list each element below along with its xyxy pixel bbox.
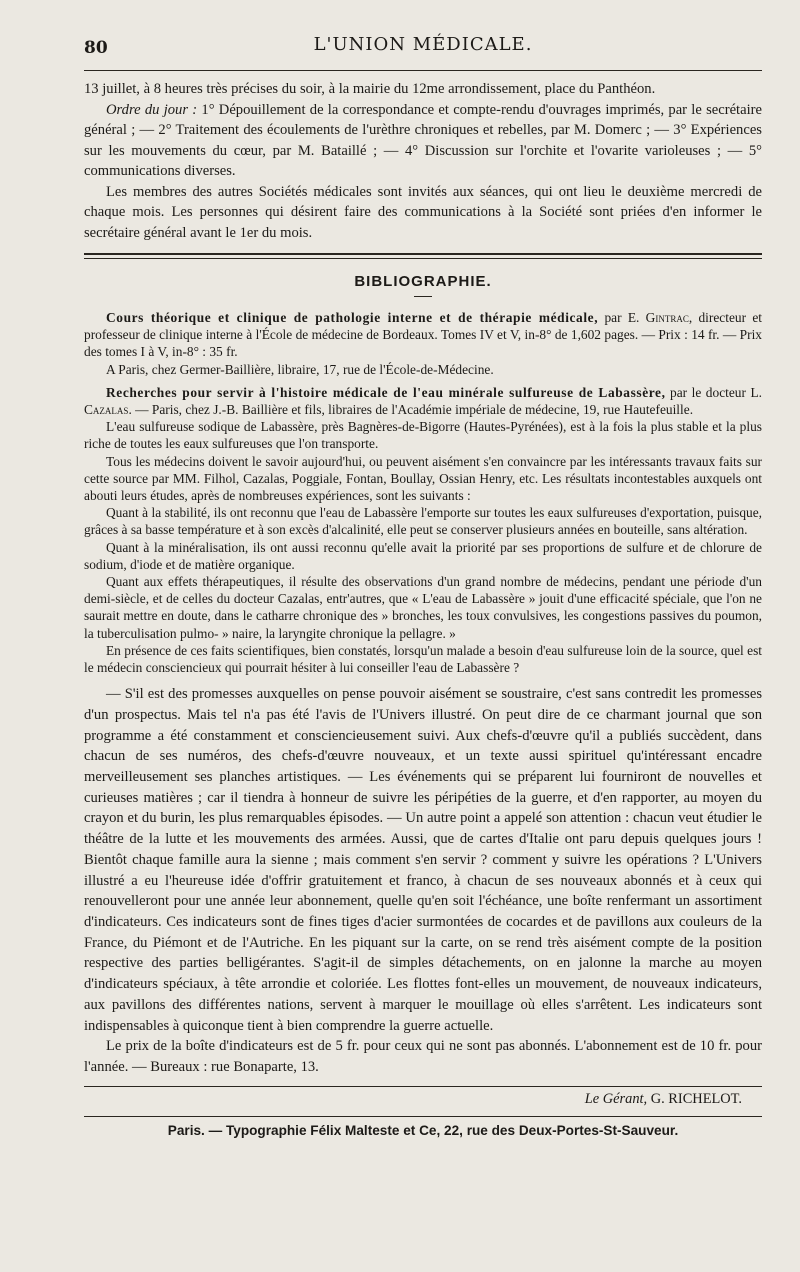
entry-title: Cours théorique et clinique de pathologie interne et de thérapie médicale,: [106, 310, 599, 325]
footer-rule: [84, 1116, 762, 1117]
entry-paragraph: En présence de ces faits scientifiques, bien constatés, lorsqu'un malade a besoin d'eau sulfureuse loin de la source, quel est le médecin consciencieux qui pourrait hésiter à lui conseiller l'eau de Labassère ?: [84, 642, 762, 676]
entry-author: Cazalas: [84, 402, 129, 418]
entry-publisher: A Paris, chez Germer-Baillière, libraire, 17, rue de l'École-de-Médecine.: [106, 361, 494, 377]
section-divider: [84, 253, 762, 259]
bibliography-entry: [84, 384, 762, 676]
page-number: 80: [84, 38, 108, 58]
bibliography-section: [84, 309, 762, 676]
entry-paragraph: Tous les médecins doivent le savoir aujourd'hui, ou peuvent aisément s'en convaincre par les intéressants travaux faits sur cette source par MM. Filhol, Cazalas, Poggiale, Fontan, Boullay, Ossian Henry, etc. Les résultats incontestables auxquels ont abouti leurs études, après de nombreuses expériences, sont les suivants :: [84, 453, 762, 504]
entry-citation: Recherches pour servir à l'histoire médicale de l'eau minérale sulfureuse de Labassère, par le docteur L. Cazalas. — Paris, chez J.-B. Baillière et fils, libraires de l'Académie impériale de médecine, 19, rue Hautefeuille.: [84, 384, 762, 418]
bibliography-entry: [84, 309, 762, 378]
notice-paragraph: 13 juillet, à 8 heures très précises du soir, à la mairie du 12me arrondissement, place du Panthéon.: [84, 81, 656, 97]
entry-title: Recherches pour servir à l'histoire médicale de l'eau minérale sulfureuse de Labassère,: [106, 384, 666, 400]
entry-author: Gintrac: [645, 310, 689, 325]
entry-paragraph: L'eau sulfureuse sodique de Labassère, près Bagnères-de-Bigorre (Hautes-Pyrénées), est à la fois la plus stable et la plus riche de toutes les eaux sulfureuses que l'on transporte.: [84, 419, 762, 452]
page-header: [84, 26, 762, 66]
entry-paragraph: Quant aux effets thérapeutiques, il résulte des observations d'un grand nombre de médecins, pendant une période d'un demi-siècle, et de celles du docteur Cazalas, entr'autres, que « L'eau de Labassère » jouit d'une efficacité spéciale, que l'on ne saurait mettre en doute, dans le catharre chronique des » bronches, les toux convulsives, les congestions passives du poumon, la tuberculisation pulmo- » naire, la laryngite chronique la pellagre. »: [84, 574, 762, 641]
society-notice: [84, 79, 762, 243]
article-paragraph: Le prix de la boîte d'indicateurs est de 5 fr. pour ceux qui ne sont pas abonnés. L'abonnement est de 10 fr. pour l'année. — Bureaux : rue Bonaparte, 13.: [84, 1038, 762, 1075]
entry-citation: Cours théorique et clinique de pathologie interne et de thérapie médicale, par E. Gintrac, directeur et professeur de clinique interne à l'École de médecine de Bordeaux. Tomes IV et V, in-8° de 1,602 pages. — Prix : 14 fr. — Prix des tomes I à V, in-8° : 35 fr.: [84, 310, 762, 360]
article-paragraph: — S'il est des promesses auxquelles on pense pouvoir aisément se soustraire, c'est sans contredit les promesses d'un prospectus. Mais tel n'a pas été l'avis de l'Univers illustré. On peut dire de ce charmant journal que son programme a été constamment et consciencieusement suivi. Aux chefs-d'œuvre qu'il a publiés succèdent, dans chacun de ses numéros, des chefs-d'œuvre nouveaux, et un texte aussi spirituel qu'intéressant encadre merveilleusement ses planches artistiques. — Les événements qui se préparent lui fourniront de nouvelles et curieuses matières ; car il tiendra à honneur de suivre les péripéties de la guerre, et d'en rapporter, au moyen du crayon et du burin, les plus remarquables épisodes. — Un autre point a appelé son attention : chacun veut étudier le théâtre de la lutte et les mouvements des armées. Aussi, que de cartes d'Italie ont paru depuis quelques jours ! Bientôt chaque famille aura la sienne ; mais comment s'en servir ? comment y suivre les opérations ? L'Univers illustré a eu l'heureuse idée d'offrir gratuitement et franco, à chacun de ses nouveaux abonnés et à ceux qui renouvelleront pour une année leur abonnement, quelle qu'en soit l'échéance, une boîte renfermant un assortiment d'indicateurs. Ces indicateurs sont de fines tiges d'acier surmontées de cocardes et de pavillons aux couleurs de la France, du Piémont et de l'Autriche. En les piquant sur la carte, on se rend très aisément compte de la position respective des parties belligérantes. S'agit-il de simples détachements, on en jalonne la marche au moyen d'indicateurs spéciaux, à tête arrondie et coloriée. Les flottes font-elles un mouvement, de nouveaux indicateurs, aux pavillons des différentes nations, servent à marquer le mouillage où elles s'arrêtent. Les indicateurs sont indispensables à quiconque tient à bien comprendre la guerre actuelle.: [84, 686, 762, 1034]
signature: [84, 1091, 762, 1108]
entry-paragraph: Quant à la stabilité, ils ont reconnu que l'eau de Labassère l'emporte sur toutes les eaux sulfureuses d'exportation, puisque, grâces à sa basse température et à son excès d'alcalinité, elle peut se conserver plusieurs années en bouteille, sans altération.: [84, 505, 762, 538]
article-section: [84, 684, 762, 1077]
entry-details: . — Paris, chez J.-B. Baillière et fils, libraires de l'Académie impériale de médecine, 19, rue Hautefeuille.: [128, 402, 694, 418]
running-title: L'UNION MÉDICALE.: [313, 34, 533, 55]
agenda-label: Ordre du jour :: [106, 101, 198, 118]
closing-rule: [84, 1086, 762, 1087]
header-rule: [84, 70, 762, 71]
section-title: BIBLIOGRAPHIE.: [354, 273, 492, 290]
agenda-paragraph: [84, 100, 762, 182]
title-dash: [414, 296, 432, 297]
notice-paragraph: Les membres des autres Sociétés médicales sont invités aux séances, qui ont lieu le deuxième mercredi de chaque mois. Les personnes qui désirent faire des communications à la Société sont priées d'en informer le secrétaire général avant le 1er du mois.: [84, 183, 762, 241]
printer-imprint: Paris. — Typographie Félix Malteste et Ce, 22, rue des Deux-Portes-St-Sauveur.: [167, 1122, 679, 1138]
signature-name: G. RICHELOT.: [647, 1090, 742, 1107]
entry-paragraph: Quant à la minéralisation, ils ont aussi reconnu qu'elle avait la priorité par ses proportions de sulfure et de chlorure de sodium, d'iode et de matière organique.: [84, 539, 762, 572]
agenda-text: 1° Dépouillement de la correspondance et compte-rendu d'ouvrages imprimés, par le secrétaire général ; — 2° Traitement des écoulements de l'urèthre chroniques et rebelles, par M. Domerc ; — 3° Expériences sur les mouvements du cœur, par M. Bataillé ; — 4° Discussion sur l'orchite et l'ovarite varioleuses ; — 5° communications diverses.: [84, 101, 762, 179]
entry-details: , directeur et professeur de clinique interne à l'École de médecine de Bordeaux. Tomes IV et V, in-8° de 1,602 pages. — Prix : 14 fr. — Prix des tomes I à V, in-8° : 35 fr.: [84, 310, 762, 360]
signature-role: Le Gérant,: [584, 1090, 648, 1107]
